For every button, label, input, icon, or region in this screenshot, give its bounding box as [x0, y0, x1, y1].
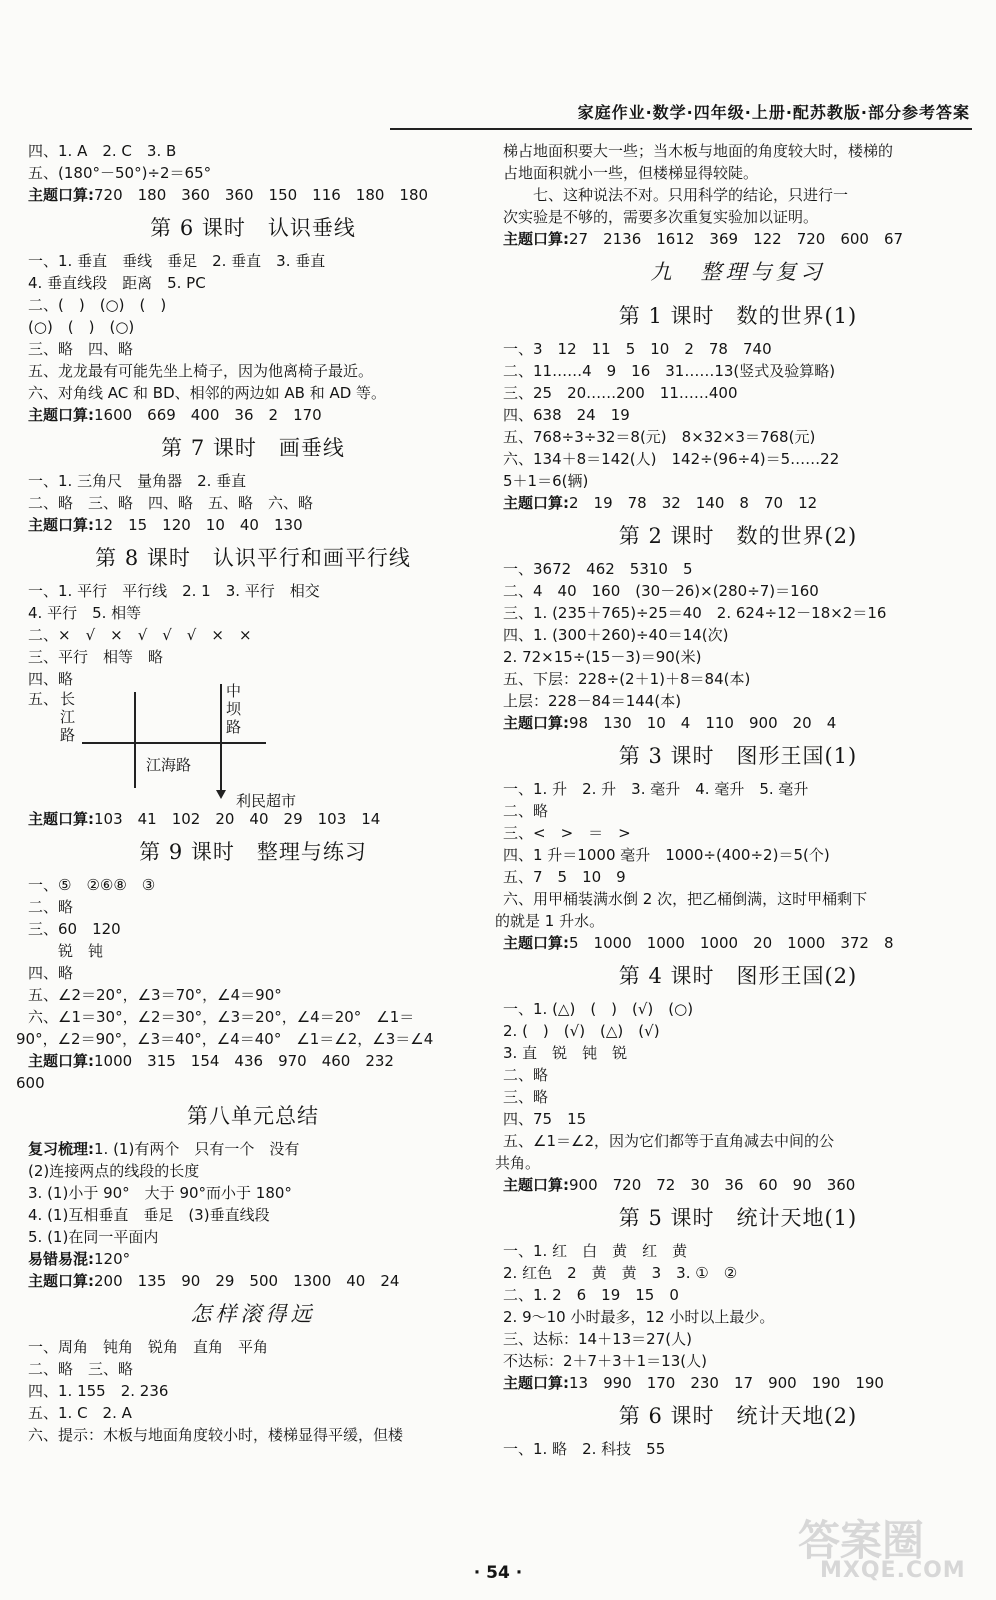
- answer-line: [503, 228, 973, 250]
- answer-line: 一、1. 垂直 垂线 垂足 2. 垂直 3. 垂直: [28, 252, 326, 270]
- answer-line: 一、1. 略 2. 科技 55: [503, 1440, 666, 1458]
- answer-line: 六、用甲桶装满水倒 2 次，把乙桶倒满，这时甲桶剩下: [503, 890, 868, 908]
- section-title: 第 8 课时 认识平行和画平行线: [95, 546, 411, 570]
- section-title: 第 9 课时 整理与练习: [139, 840, 367, 864]
- answer-line: 四、1 升＝1000 毫升 1000÷(400÷2)＝5(个): [503, 846, 830, 864]
- answer-label: 主题口算:: [28, 810, 94, 828]
- answer-line: [503, 712, 973, 734]
- section-title: 第 5 课时 统计天地(1): [618, 1206, 858, 1230]
- answer-label: 主题口算:: [503, 934, 569, 952]
- answer-text: 5 1000 1000 1000 20 1000 372 8: [569, 934, 894, 952]
- answer-line: 三、略 四、略: [28, 340, 134, 358]
- answer-line: 五、768÷3÷32＝8(元) 8×32×3＝768(元): [503, 428, 816, 446]
- answer-line: 2. 9～10 小时最多，12 小时以上最少。: [503, 1308, 775, 1326]
- answer-line: 2. ( ) (√) (△) (√): [503, 1022, 660, 1040]
- section-title: 第 6 课时 统计天地(2): [618, 1404, 858, 1428]
- answer-line: 一、1. 平行 平行线 2. 1 3. 平行 相交: [28, 582, 320, 600]
- answer-line: 三、< > ＝ >: [503, 824, 631, 842]
- answer-line: 一、3672 462 5310 5: [503, 560, 693, 578]
- answer-line: 一、1. 三角尺 量角器 2. 垂直: [28, 472, 247, 490]
- answer-text: 720 180 360 360 150 116 180 180: [94, 186, 429, 204]
- answer-text: 27 2136 1612 369 122 720 600 67: [569, 230, 904, 248]
- answer-line: 的就是 1 升水。: [495, 912, 605, 930]
- answer-line: 二、略 三、略: [28, 1360, 134, 1378]
- answer-line: 二、( ) (○) ( ): [28, 296, 167, 314]
- section-title: 第 3 课时 图形王国(1): [618, 744, 858, 768]
- answer-line: 二、11……4 9 16 31……13(竖式及验算略): [503, 362, 836, 380]
- answer-line: 三、平行 相等 略: [28, 648, 164, 666]
- road-line: [82, 742, 266, 744]
- answer-line: [503, 1174, 973, 1196]
- answer-line: 五、∠1＝∠2，因为它们都等于直角减去中间的公: [503, 1132, 834, 1150]
- answer-line: 一、1. 升 2. 升 3. 毫升 4. 毫升 5. 毫升: [503, 780, 809, 798]
- answer-line: 三、略: [503, 1088, 549, 1106]
- left-column: [16, 140, 478, 1446]
- answer-text: 1. (1)有两个 只有一个 没有: [94, 1140, 300, 1158]
- answer-line: 四、1. (300＋260)÷40＝14(次): [503, 626, 729, 644]
- answer-line: [28, 404, 478, 426]
- answer-label: 主题口算:: [28, 406, 94, 424]
- answer-line: [503, 1372, 973, 1394]
- answer-line: 锐 钝: [28, 942, 104, 960]
- answer-text: 13 990 170 230 17 900 190 190: [569, 1374, 884, 1392]
- road-line: [220, 684, 222, 792]
- section-title: 第 4 课时 图形王国(2): [618, 964, 858, 988]
- page-number: · 54 ·: [473, 1563, 523, 1583]
- place-label: 利民超市: [236, 792, 297, 810]
- answer-line: (2)连接两点的线段的长度: [28, 1162, 200, 1180]
- answer-text: 12 15 120 10 40 130: [94, 516, 303, 534]
- answer-line: [503, 492, 973, 514]
- watermark-logo-text: 答案圈: [798, 1516, 925, 1565]
- answer-line: 二、4 40 160 (30－26)×(280÷7)＝160: [503, 582, 819, 600]
- section-title: 第 1 课时 数的世界(1): [618, 304, 858, 328]
- answer-line: 五、(180°－50°)÷2＝65°: [28, 164, 212, 182]
- answer-line: 二、× √ × √ √ √ × ×: [28, 626, 252, 644]
- answer-line: 600: [16, 1074, 45, 1092]
- answer-line: 3. 直 锐 钝 锐: [503, 1044, 628, 1062]
- answer-label: 复习梳理:: [28, 1140, 94, 1158]
- answer-line: 三、1. (235＋765)÷25＝40 2. 624÷12－18×2＝16: [503, 604, 887, 622]
- section-title: 怎样滚得远: [190, 1302, 316, 1326]
- answer-line: 梯占地面积要大一些；当木板与地面的角度较大时，楼梯的: [503, 142, 894, 160]
- answer-line: 一、⑤ ②⑥⑧ ③: [28, 876, 156, 894]
- answer-text: 120°: [94, 1250, 131, 1268]
- answer-label: 主题口算:: [28, 1272, 94, 1290]
- answer-line: 一、周角 钝角 锐角 直角 平角: [28, 1338, 269, 1356]
- section-title: 第 7 课时 画垂线: [161, 436, 345, 460]
- answer-line: 上层：228－84＝144(本): [503, 692, 682, 710]
- answer-line: 四、638 24 19: [503, 406, 630, 424]
- watermark-url: MXQE.COM: [820, 1558, 966, 1583]
- answer-label: 主题口算:: [503, 230, 569, 248]
- answer-line: 四、略: [28, 964, 74, 982]
- section-title: 第 6 课时 认识垂线: [150, 216, 356, 240]
- right-column: [495, 140, 973, 1460]
- answer-line: 4. (1)互相垂直 垂足 (3)垂直线段: [28, 1206, 270, 1224]
- answer-line: 三、达标：14＋13＝27(人): [503, 1330, 692, 1348]
- answer-label: 主题口算:: [28, 516, 94, 534]
- road-label: 长江路: [60, 690, 76, 744]
- answer-text: 1600 669 400 36 2 170: [94, 406, 322, 424]
- answer-line: 六、对角线 AC 和 BD、相邻的两边如 AB 和 AD 等。: [28, 384, 387, 402]
- answer-label: 主题口算:: [28, 1052, 94, 1070]
- road-label: 江海路: [146, 756, 192, 774]
- answer-line: 次实验是不够的，需要多次重复实验加以证明。: [503, 208, 819, 226]
- road-map-diagram: [28, 682, 478, 810]
- answer-line: [28, 514, 478, 536]
- answer-line: [28, 1050, 478, 1072]
- answer-text: 200 135 90 29 500 1300 40 24: [94, 1272, 400, 1290]
- answer-line: 六、提示：木板与地面角度较小时，楼梯显得平缓，但楼: [28, 1426, 404, 1444]
- answer-line: 5. (1)在同一平面内: [28, 1228, 159, 1246]
- answer-line: 二、略 三、略 四、略 五、略 六、略: [28, 494, 314, 512]
- answer-line: 五、龙龙最有可能先坐上椅子，因为他离椅子最近。: [28, 362, 374, 380]
- answer-line: 4. 平行 5. 相等: [28, 604, 142, 622]
- answer-line: 三、60 120: [28, 920, 121, 938]
- answer-line: 二、略: [28, 898, 74, 916]
- answer-line: 一、1. 红 白 黄 红 黄: [503, 1242, 688, 1260]
- answer-line: [28, 808, 478, 830]
- answer-line: 四、1. 155 2. 236: [28, 1382, 169, 1400]
- answer-line: 六、∠1＝30°，∠2＝30°，∠3＝20°，∠4＝20° ∠1＝: [28, 1008, 415, 1026]
- answer-line: 五、下层：228÷(2＋1)＋8＝84(本): [503, 670, 751, 688]
- answer-text: 98 130 10 4 110 900 20 4: [569, 714, 837, 732]
- answer-line: 五、∠2＝20°，∠3＝70°，∠4＝90°: [28, 986, 282, 1004]
- answer-line: 五、1. C 2. A: [28, 1404, 132, 1422]
- answer-line: [503, 932, 973, 954]
- answer-line: 2. 红色 2 黄 黄 3 3. ① ②: [503, 1264, 738, 1282]
- answer-label: 易错易混:: [28, 1250, 94, 1268]
- answer-label: 主题口算:: [503, 714, 569, 732]
- answer-line: 90°，∠2＝90°，∠3＝40°，∠4＝40° ∠1＝∠2，∠3＝∠4: [16, 1030, 434, 1048]
- answer-label: 主题口算:: [503, 1374, 569, 1392]
- road-label: 中坝路: [226, 682, 242, 736]
- answer-line: 七、这种说法不对。只用科学的结论，只进行一: [503, 186, 849, 204]
- answer-line: 四、1. A 2. C 3. B: [28, 142, 177, 160]
- answer-line: 4. 垂直线段 距离 5. PC: [28, 274, 206, 292]
- answer-line: 一、1. (△) ( ) (√) (○): [503, 1000, 694, 1018]
- answer-line: 三、25 20……200 11……400: [503, 384, 738, 402]
- answer-line: [28, 184, 478, 206]
- answer-line: 二、略: [503, 802, 549, 820]
- section-title: 第八单元总结: [187, 1104, 319, 1128]
- page-header: 家庭作业·数学·四年级·上册·配苏教版·部分参考答案: [577, 103, 970, 122]
- answer-text: 103 41 102 20 40 29 103 14: [94, 810, 381, 828]
- header-rule: [390, 128, 972, 130]
- answer-line: [28, 1270, 478, 1292]
- answer-line: 5＋1＝6(辆): [503, 472, 589, 490]
- answer-label: 主题口算:: [503, 494, 569, 512]
- answer-line: 占地面积就小一些，但楼梯显得较陡。: [503, 164, 759, 182]
- answer-line: 一、3 12 11 5 10 2 78 740: [503, 340, 772, 358]
- answer-text: 1000 315 154 436 970 460 232: [94, 1052, 394, 1070]
- question-number: 五、: [28, 690, 59, 708]
- answer-line: 二、略: [503, 1066, 549, 1084]
- answer-label: 主题口算:: [503, 1176, 569, 1194]
- answer-line: 四、略: [28, 670, 74, 688]
- answer-line: 3. (1)小于 90° 大于 90°而小于 180°: [28, 1184, 292, 1202]
- answer-line: 五、7 5 10 9: [503, 868, 626, 886]
- road-line: [134, 692, 136, 788]
- arrow-icon: [216, 790, 226, 799]
- answer-line: [28, 1248, 478, 1270]
- answer-line: (○) ( ) (○): [28, 318, 135, 336]
- answer-line: 不达标：2＋7＋3＋1＝13(人): [503, 1352, 707, 1370]
- answer-line: 二、1. 2 6 19 15 0: [503, 1286, 679, 1304]
- section-title: 第 2 课时 数的世界(2): [618, 524, 858, 548]
- answer-line: 共角。: [495, 1154, 541, 1172]
- watermark-logo: [798, 1508, 978, 1588]
- answer-label: 主题口算:: [28, 186, 94, 204]
- answer-line: [28, 1138, 478, 1160]
- answer-line: 四、75 15: [503, 1110, 587, 1128]
- section-title: 九 整理与复习: [650, 260, 826, 284]
- answer-line: 六、134＋8＝142(人) 142÷(96÷4)＝5……22: [503, 450, 840, 468]
- answer-line: 2. 72×15÷(15－3)＝90(米): [503, 648, 702, 666]
- answer-text: 900 720 72 30 36 60 90 360: [569, 1176, 856, 1194]
- answer-text: 2 19 78 32 140 8 70 12: [569, 494, 818, 512]
